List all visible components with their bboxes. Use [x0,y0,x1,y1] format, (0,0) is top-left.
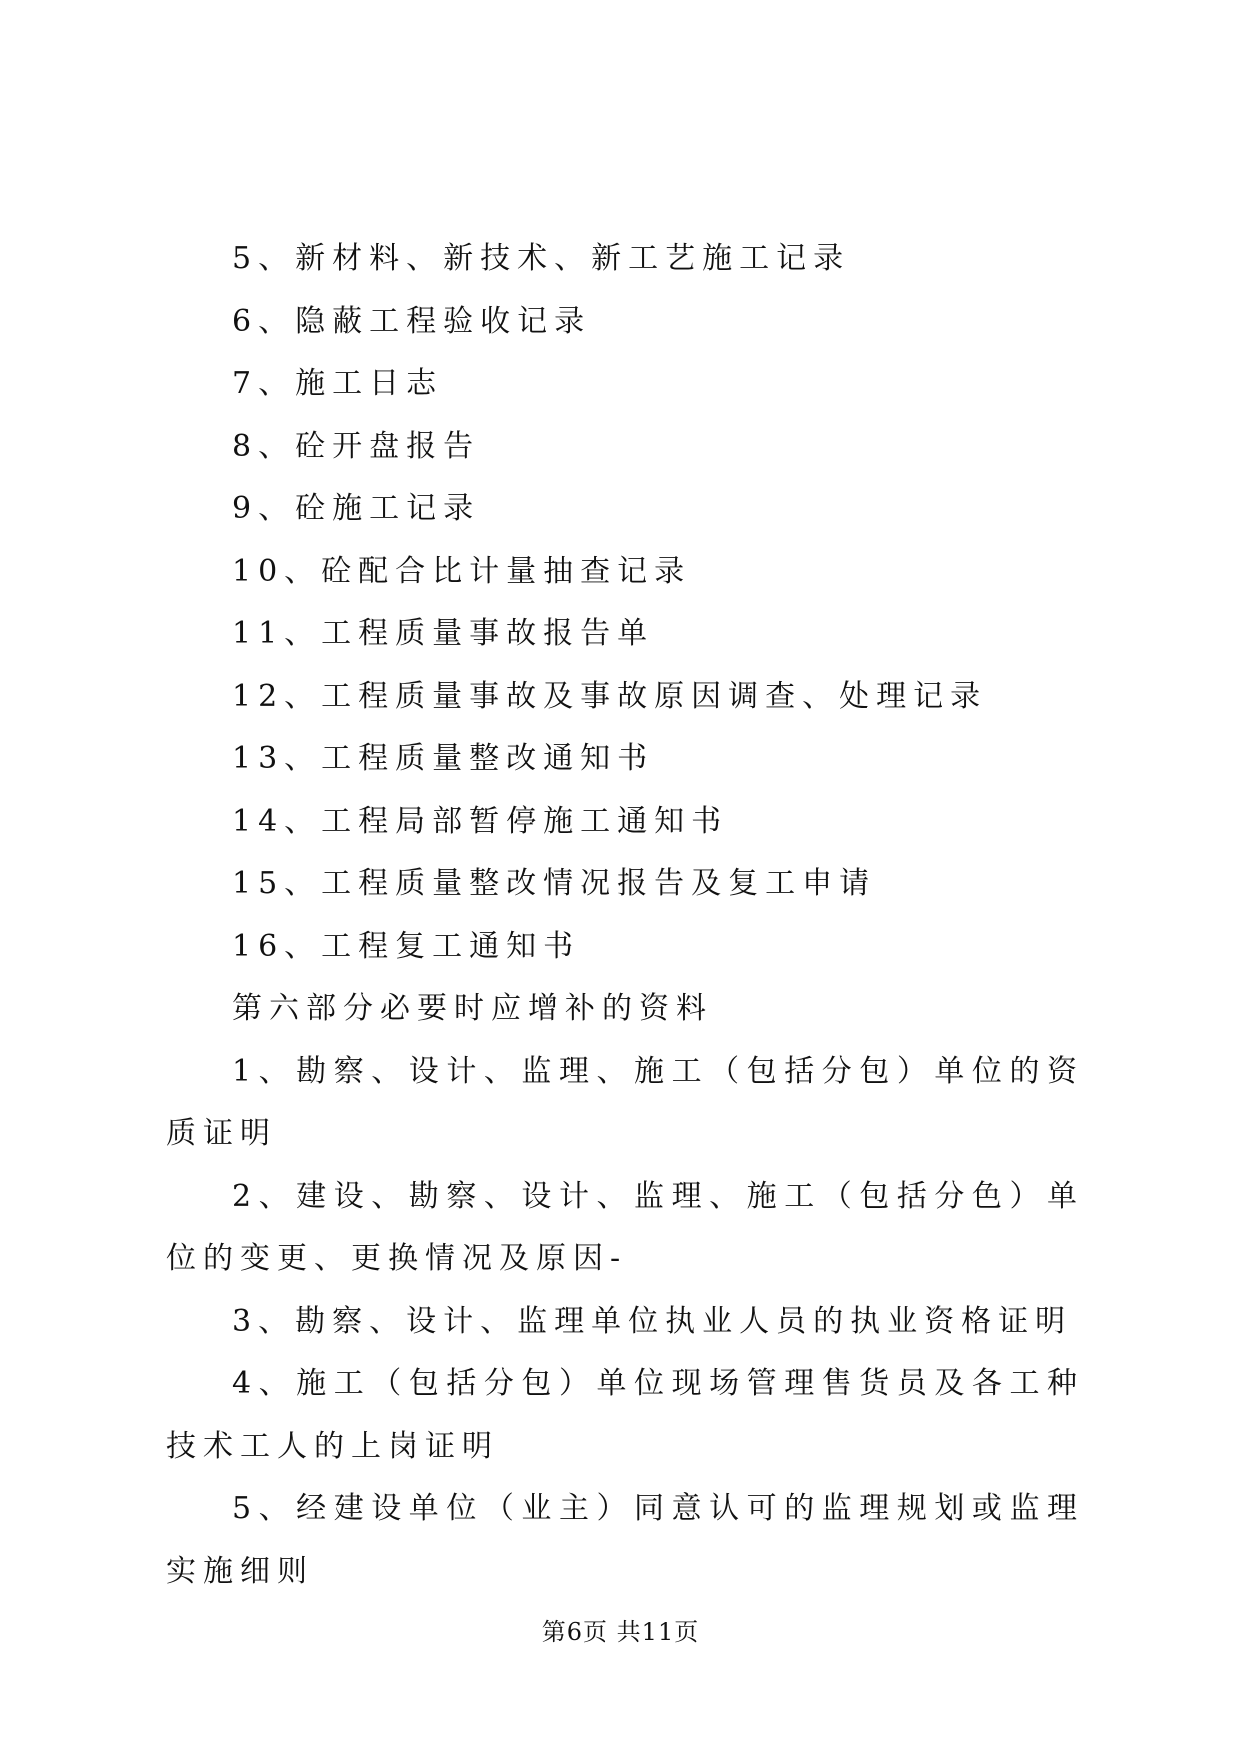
supplement-item-3: 3、勘察、设计、监理单位执业人员的执业资格证明 [232,1303,1073,1339]
supplement-item-2: 2、建设、勘察、设计、监理、施工（包括分色）单位的变更、更换情况及原因- [166,1178,1084,1276]
paragraph-item-12: 12、工程质量事故及事故原因调查、处理记录 [232,678,988,714]
paragraph-item-15: 15、工程质量整改情况报告及复工申请 [232,866,877,901]
supplement-item-4: 4、施工（包括分包）单位现场管理售货员及各工种技术工人的上岗证明 [166,1366,1084,1464]
paragraph-item-6: 6、隐蔽工程验收记录 [232,303,592,339]
paragraph-item-5: 5、新材料、新技术、新工艺施工记录 [232,241,851,276]
paragraph-item-8: 8、砼开盘报告 [232,428,481,464]
paragraph-item-16: 16、工程复工通知书 [232,928,581,964]
supplement-item-1: 1、勘察、设计、监理、施工（包括分包）单位的资质证明 [166,1053,1084,1151]
section-heading: 第六部分必要时应增补的资料 [232,991,713,1026]
page-footer: 第6页 共11页 [541,1618,700,1646]
paragraph-item-7: 7、施工日志 [232,366,444,401]
paragraph-item-13: 13、工程质量整改通知书 [232,741,655,776]
document-body [166,228,1084,1603]
paragraph-item-9: 9、砼施工记录 [232,491,481,526]
paragraph-item-11: 11、工程质量事故报告单 [232,616,655,651]
paragraph-item-14: 14、工程局部暂停施工通知书 [232,803,729,839]
supplement-item-5: 5、经建设单位（业主）同意认可的监理规划或监理实施细则 [166,1491,1084,1589]
paragraph-item-10: 10、砼配合比计量抽查记录 [232,553,692,589]
